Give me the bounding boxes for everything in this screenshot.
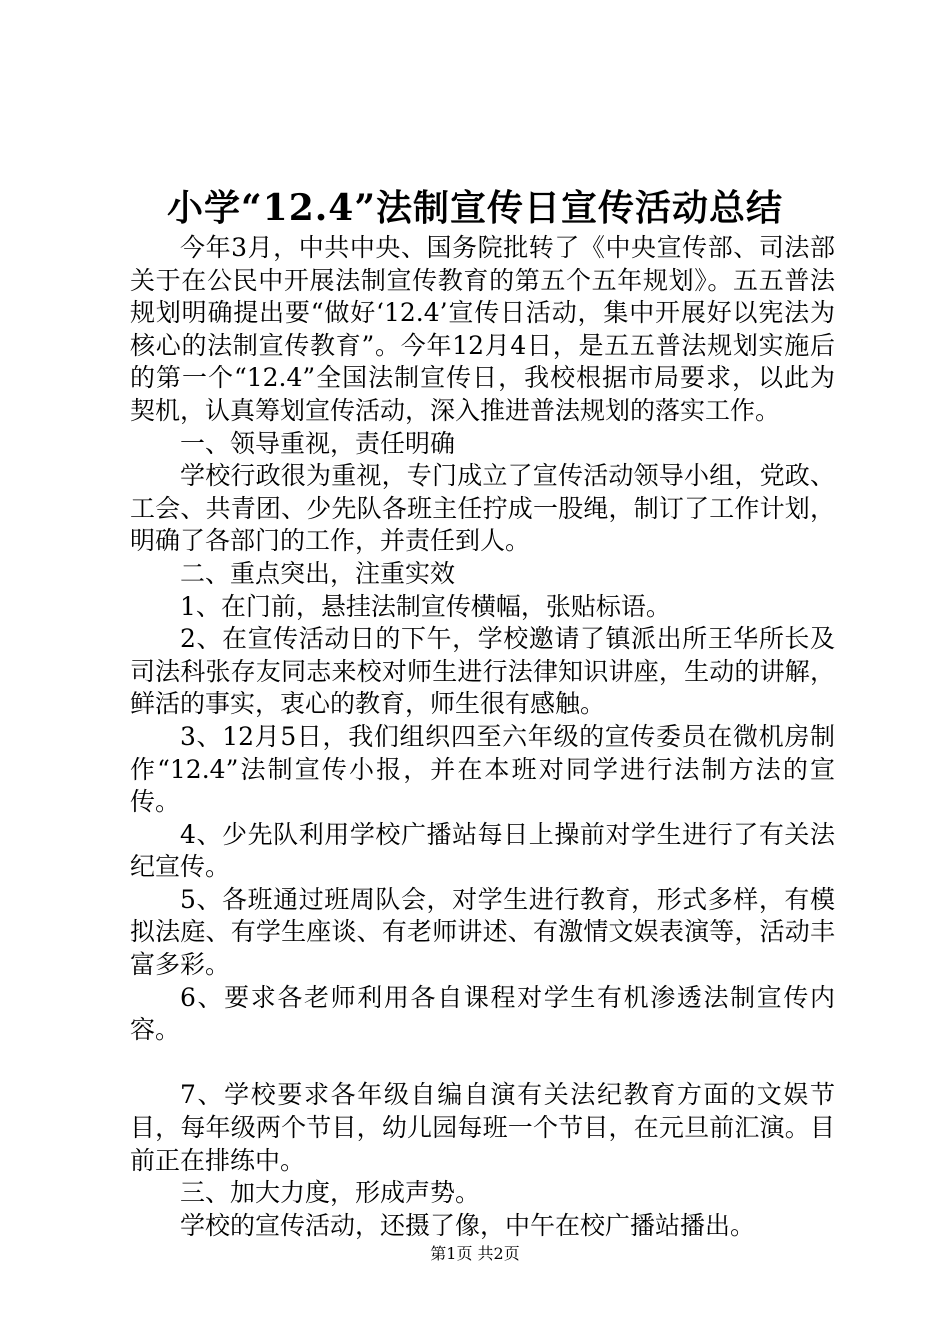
list-item-5: 5、各班通过班周队会，对学生进行教育，形式多样，有模拟法庭、有学生座谈、有老师讲述、有激情文娱表演等，活动丰富多彩。 — [130, 884, 835, 980]
section-heading-2: 二、重点突出，注重实效 — [180, 558, 456, 588]
section-heading-3: 三、加大力度，形成声势。 — [180, 1178, 481, 1208]
paragraph-gap — [130, 1047, 835, 1080]
paragraph-intro: 今年3月，中共中央、国务院批转了《中央宣传部、司法部关于在公民中开展法制宣传教育的第五个五年规划》。五五普法规划明确提出要“做好‘12.4’宣传日活动，集中开展好以宪法为核心的法制宣传教育”。今年12月4日，是五五普法规划实施后的第一个“12.4”全国法制宣传日，我校根据市局要求，以此为契机，认真筹划宣传活动，深入推进普法规划的落实工作。 — [130, 233, 835, 425]
document-title: 小学“12.4”法制宣传日宣传活动总结 — [166, 187, 784, 229]
list-item-2: 2、在宣传活动日的下午，学校邀请了镇派出所王华所长及司法科张存友同志来校对师生进行法律知识讲座，生动的讲解，鲜活的事实，衷心的教育，师生很有感触。 — [130, 624, 835, 719]
list-item-6: 6、要求各老师利用各自课程对学生有机渗透法制宣传内容。 — [130, 982, 835, 1045]
paragraph-closing: 学校的宣传活动，还摄了像，中午在校广播站播出。 — [180, 1210, 756, 1240]
list-item-7: 7、学校要求各年级自编自演有关法纪教育方面的文娱节目，每年级两个节目，幼儿园每班一个节目，在元旦前汇演。目前正在排练中。 — [130, 1080, 835, 1175]
document-body — [130, 232, 835, 1242]
page-number-footer: 第1页 共2页 — [430, 1244, 520, 1263]
section-heading-1: 一、领导重视，责任明确 — [180, 428, 456, 458]
paragraph-leadership: 学校行政很为重视，专门成立了宣传活动领导小组，党政、工会、共青团、少先队各班主任拧成一股绳，制订了工作计划，明确了各部门的工作，并责任到人。 — [130, 461, 835, 556]
list-item-1: 1、在门前，悬挂法制宣传横幅，张贴标语。 — [180, 591, 671, 621]
list-item-4: 4、少先队利用学校广播站每日上操前对学生进行了有关法纪宣传。 — [130, 819, 835, 882]
list-item-3: 3、12月5日，我们组织四至六年级的宣传委员在微机房制作“12.4”法制宣传小报，并在本班对同学进行法制方法的宣传。 — [130, 721, 835, 817]
